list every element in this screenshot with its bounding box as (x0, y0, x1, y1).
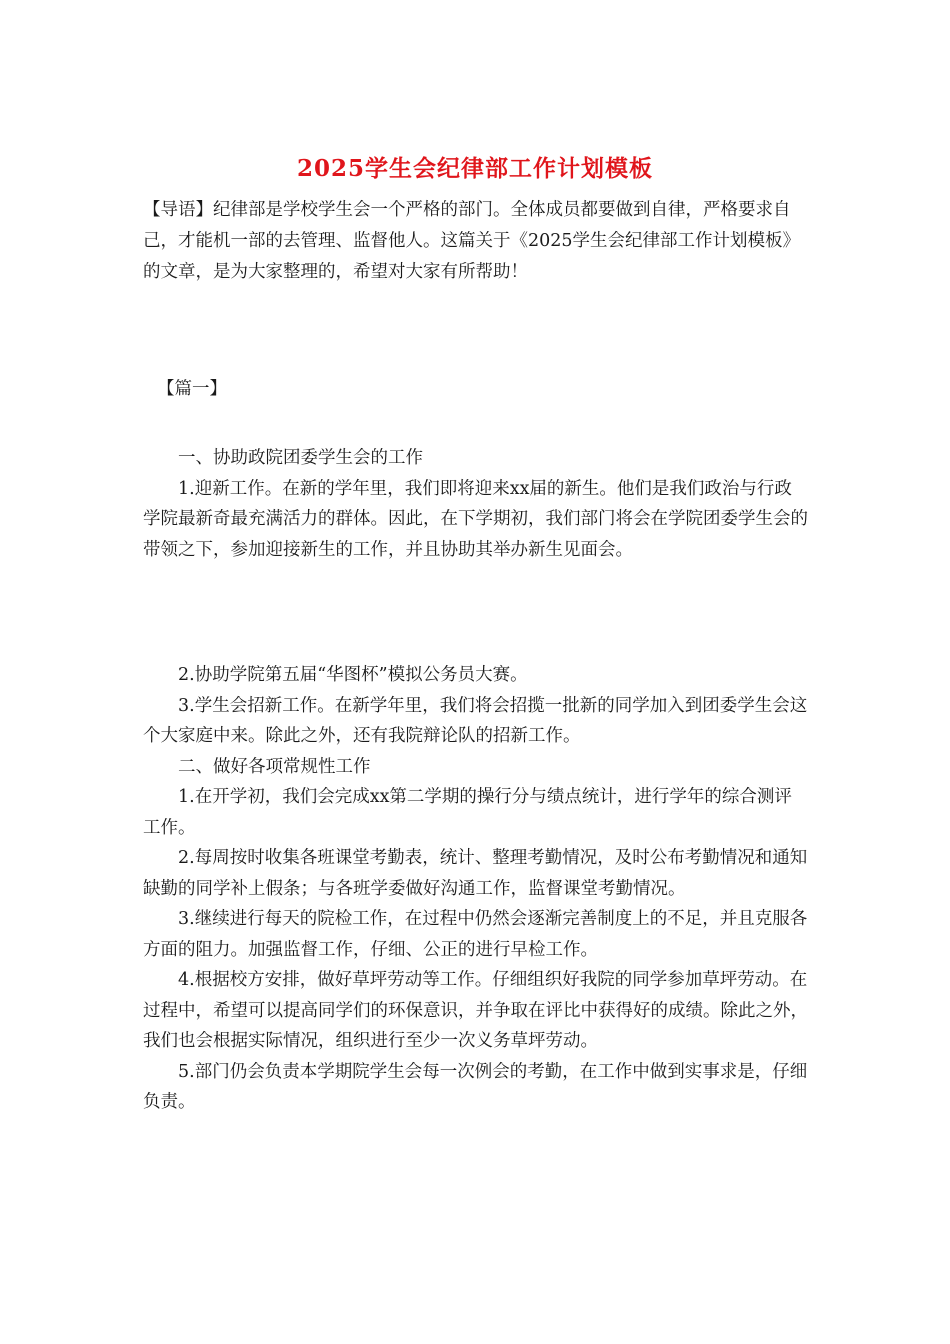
body-block-b (143, 660, 809, 1118)
body-paragraph: 2.协助学院第五届“华图杯”模拟公务员大赛。 (178, 665, 528, 685)
body-paragraph: 2.每周按时收集各班课堂考勤表，统计、整理考勤情况，及时公布考勤情况和通知缺勤的同学补上假条；与各班学委做好沟通工作，监督课堂考勤情况。 (143, 848, 808, 899)
section-heading: 一、协助政院团委学生会的工作 (178, 448, 423, 468)
body-paragraph: 5.部门仍会负责本学期院学生会每一次例会的考勤，在工作中做到实事求是，仔细负责。 (143, 1061, 808, 1112)
body-block-a (143, 443, 809, 565)
body-paragraph: 1.迎新工作。在新的学年里，我们即将迎来xx届的新生。他们是我们政治与行政学院最新奇最充满活力的群体。因此，在下学期初，我们部门将会在学院团委学生会的带领之下，参加迎接新生的工作，并且协助其举办新生见面会。 (143, 478, 808, 560)
section-label: 【篇一】 (157, 379, 227, 399)
body-paragraph: 1.在开学初，我们会完成xx第二学期的操行分与绩点统计，进行学年的综合测评工作。 (143, 787, 792, 838)
intro-paragraph: 【导语】纪律部是学校学生会一个严格的部门。全体成员都要做到自律，严格要求自己，才能机一部的去管理、监督他人。这篇关于《2025学生会纪律部工作计划模板》的文章，是为大家整理的，希望对大家有所帮助！ (143, 200, 801, 282)
body-paragraph: 3.继续进行每天的院检工作，在过程中仍然会逐渐完善制度上的不足，并且克服各方面的阻力。加强监督工作，仔细、公正的进行早检工作。 (143, 909, 808, 960)
body-paragraph: 3.学生会招新工作。在新学年里，我们将会招揽一批新的同学加入到团委学生会这个大家庭中来。除此之外，还有我院辩论队的招新工作。 (143, 695, 808, 746)
document-title: 2025学生会纪律部工作计划模板 (296, 155, 653, 182)
body-paragraph: 4.根据校方安排，做好草坪劳动等工作。仔细组织好我院的同学参加草坪劳动。在过程中，希望可以提高同学们的环保意识，并争取在评比中获得好的成绩。除此之外，我们也会根据实际情况，组织进行至少一次义务草坪劳动。 (143, 970, 808, 1051)
section-heading: 二、做好各项常规性工作 (178, 756, 371, 777)
